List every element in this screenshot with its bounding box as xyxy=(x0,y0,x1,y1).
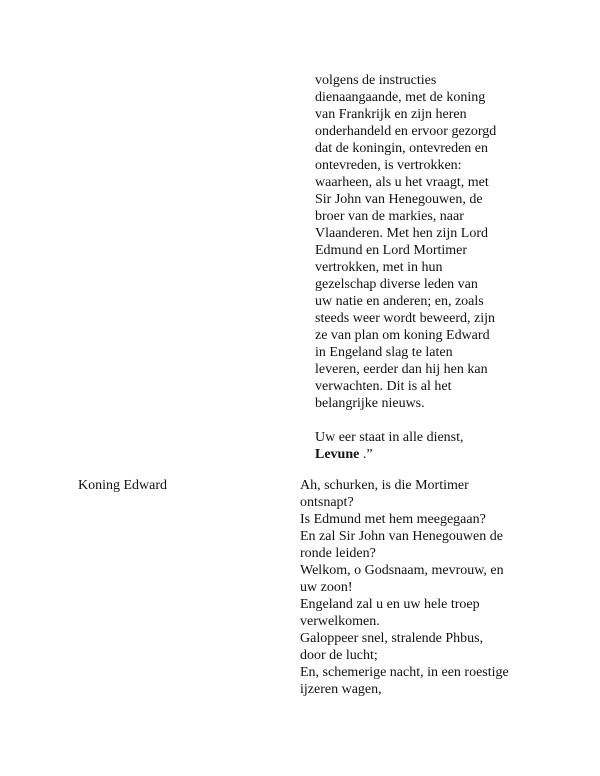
letter-closing: Uw eer staat in alle dienst, xyxy=(315,430,464,445)
letter-line: Vlaanderen. Met hen zijn Lord xyxy=(315,226,488,241)
letter-line: Edmund en Lord Mortimer xyxy=(315,243,468,258)
letter-line: van Frankrijk en zijn heren xyxy=(315,107,467,122)
speech-body xyxy=(300,477,540,698)
speech-line: ontsnapt? xyxy=(300,495,354,510)
speech-line: En zal Sir John van Henegouwen de xyxy=(300,529,503,544)
speech-line: Galoppeer snel, stralende Phbus, xyxy=(300,631,484,646)
letter-line: ontevreden, is vertrokken: xyxy=(315,158,462,173)
letter-line: vertrokken, met in hun xyxy=(315,260,443,275)
letter-line: uw natie en anderen; en, zoals xyxy=(315,294,484,309)
letter-line: gezelschap diverse leden van xyxy=(315,277,478,292)
letter-line: waarheen, als u het vraagt, met xyxy=(315,175,489,190)
speech-line: door de lucht; xyxy=(300,648,378,663)
letter-line: belangrijke nieuws. xyxy=(315,396,425,411)
letter-line: dienaangaande, met de koning xyxy=(315,90,486,105)
speaker-name: Koning Edward xyxy=(78,478,168,493)
letter-line: broer van de markies, naar xyxy=(315,209,464,224)
speech-line: Engeland zal u en uw hele troep xyxy=(300,597,480,612)
letter-line: onderhandeld en ervoor gezorgd xyxy=(315,124,497,139)
letter-line: ze van plan om koning Edward xyxy=(315,328,490,343)
letter-line: leveren, eerder dan hij hen kan xyxy=(315,362,488,377)
letter-body xyxy=(315,72,535,463)
speech-line: En, schemerige nacht, in een roestige xyxy=(300,665,509,680)
letter-line: volgens de instructies xyxy=(315,73,437,88)
speech-line: Ah, schurken, is die Mortimer xyxy=(300,478,469,493)
speech-line: Is Edmund met hem meegegaan? xyxy=(300,512,486,527)
letter-line: dat de koningin, ontevreden en xyxy=(315,141,489,156)
signature-suffix: .” xyxy=(359,447,373,462)
letter-signature xyxy=(315,446,535,463)
speech-line: ijzeren wagen, xyxy=(300,682,382,697)
speech-line: uw zoon! xyxy=(300,580,353,595)
signature-name: Levune xyxy=(315,447,360,462)
speech-line: Welkom, o Godsnaam, mevrouw, en xyxy=(300,563,504,578)
speech-line: ronde leiden? xyxy=(300,546,376,561)
letter-line: in Engeland slag te laten xyxy=(315,345,453,360)
letter-line: Sir John van Henegouwen, de xyxy=(315,192,483,207)
letter-line: verwachten. Dit is al het xyxy=(315,379,452,394)
speech-line: verwelkomen. xyxy=(300,614,380,629)
letter-line: steeds weer wordt beweerd, zijn xyxy=(315,311,495,326)
